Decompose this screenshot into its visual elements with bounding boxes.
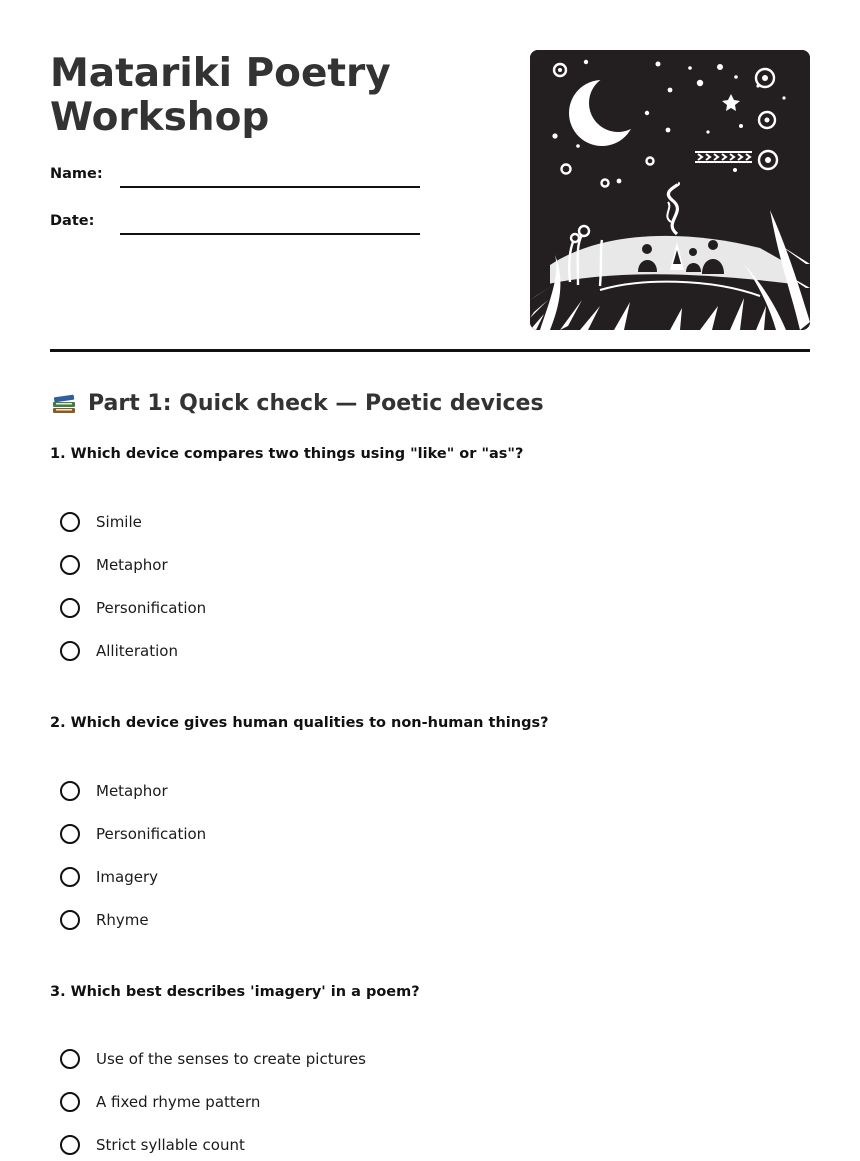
question-2: 2. Which device gives human qualities to non-human things? xyxy=(50,715,549,731)
q3-option-rhyme-pattern[interactable] xyxy=(60,1092,260,1112)
option-label: Simile xyxy=(96,513,142,531)
option-label: Imagery xyxy=(96,868,159,886)
section-heading-text: Part 1: Quick check — Poetic devices xyxy=(88,390,544,416)
q2-option-personification[interactable] xyxy=(60,824,206,844)
question-1: 1. Which device compares two things using "like" or "as"? xyxy=(50,446,524,462)
option-label: Rhyme xyxy=(96,911,149,929)
radio-button[interactable] xyxy=(60,641,80,661)
section-heading xyxy=(50,389,544,417)
q1-option-metaphor[interactable] xyxy=(60,555,168,575)
question-3: 3. Which best describes 'imagery' in a poem? xyxy=(50,984,420,1000)
books-icon xyxy=(50,389,78,417)
name-field[interactable] xyxy=(120,186,420,188)
option-label: Strict syllable count xyxy=(96,1136,245,1154)
q3-option-senses[interactable] xyxy=(60,1049,366,1069)
radio-button[interactable] xyxy=(60,1135,80,1155)
radio-button[interactable] xyxy=(60,824,80,844)
option-label: Personification xyxy=(96,825,207,843)
q1-option-personification[interactable] xyxy=(60,598,206,618)
date-label: Date: xyxy=(50,213,95,229)
q1-option-alliteration[interactable] xyxy=(60,641,178,661)
q1-option-simile[interactable] xyxy=(60,512,142,532)
title-line-2: Workshop xyxy=(50,95,270,140)
q3-option-syllable-count[interactable] xyxy=(60,1135,245,1155)
option-label: Personification xyxy=(96,599,207,617)
radio-button[interactable] xyxy=(60,1049,80,1069)
radio-button[interactable] xyxy=(60,555,80,575)
radio-button[interactable] xyxy=(60,867,80,887)
q2-option-imagery[interactable] xyxy=(60,867,158,887)
radio-button[interactable] xyxy=(60,512,80,532)
option-label: Alliteration xyxy=(96,642,178,660)
option-label: Metaphor xyxy=(96,556,168,574)
radio-button[interactable] xyxy=(60,781,80,801)
q2-option-rhyme[interactable] xyxy=(60,910,149,930)
option-label: Use of the senses to create pictures xyxy=(96,1050,366,1068)
page-title xyxy=(50,52,470,140)
option-label: A fixed rhyme pattern xyxy=(96,1093,261,1111)
radio-button[interactable] xyxy=(60,1092,80,1112)
matariki-illustration xyxy=(530,50,810,330)
title-line-1: Matariki Poetry xyxy=(50,51,391,96)
radio-button[interactable] xyxy=(60,598,80,618)
date-field[interactable] xyxy=(120,233,420,235)
radio-button[interactable] xyxy=(60,910,80,930)
section-divider xyxy=(50,349,810,352)
q2-option-metaphor[interactable] xyxy=(60,781,168,801)
option-label: Metaphor xyxy=(96,782,168,800)
name-label: Name: xyxy=(50,166,103,182)
